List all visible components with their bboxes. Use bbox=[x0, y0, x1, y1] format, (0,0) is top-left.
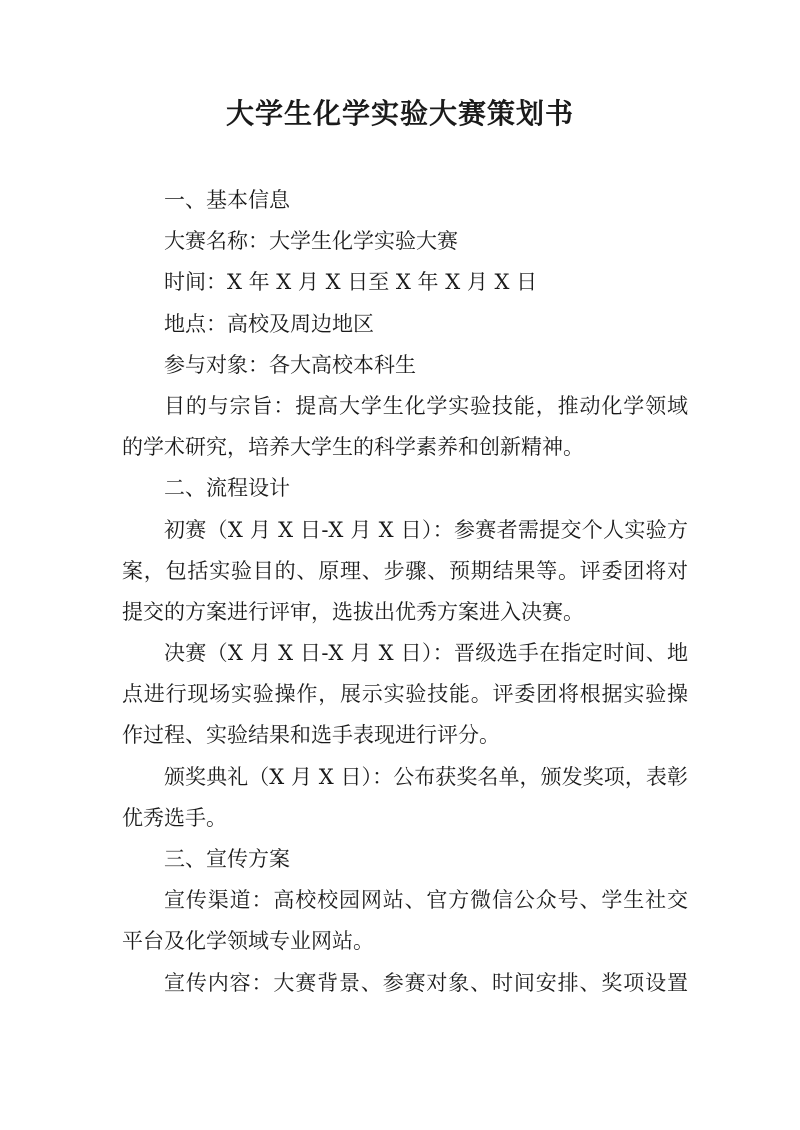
text-line: 的学术研究，培养大学生的科学素养和创新精神。 bbox=[122, 435, 584, 460]
text-line: 点进行现场实验操作，展示实验技能。评委团将根据实验操 bbox=[122, 682, 688, 707]
document-body bbox=[122, 180, 688, 1004]
text-line: 大赛名称：大学生化学实验大赛 bbox=[164, 229, 458, 254]
text-line: 提交的方案进行评审，选拔出优秀方案进入决赛。 bbox=[122, 599, 584, 624]
text-line: 宣传内容：大赛背景、参赛对象、时间安排、奖项设置 bbox=[164, 970, 688, 995]
text-line: 目的与宗旨：提高大学生化学实验技能，推动化学领域 bbox=[164, 393, 688, 418]
text-line: 初赛（X 月 X 日-X 月 X 日）：参赛者需提交个人实验方 bbox=[164, 517, 688, 542]
text-line: 三、宣传方案 bbox=[164, 847, 290, 871]
text-line: 二、流程设计 bbox=[164, 476, 290, 501]
text-line: 平台及化学领域专业网站。 bbox=[122, 929, 374, 954]
text-line: 时间：X 年 X 月 X 日至 X 年 X 月 X 日 bbox=[164, 270, 538, 295]
text-line: 作过程、实验结果和选手表现进行评分。 bbox=[122, 723, 500, 748]
text-line: 优秀选手。 bbox=[122, 805, 227, 830]
text-line: 地点：高校及周边地区 bbox=[164, 311, 374, 336]
text-line: 宣传渠道：高校校园网站、官方微信公众号、学生社交 bbox=[164, 888, 688, 913]
text-line: 颁奖典礼（X 月 X 日）：公布获奖名单，颁发奖项，表彰 bbox=[164, 764, 688, 789]
text-line: 决赛（X 月 X 日-X 月 X 日）：晋级选手在指定时间、地 bbox=[164, 641, 688, 666]
text-line: 参与对象：各大高校本科生 bbox=[164, 352, 416, 377]
document-title: 大学生化学实验大赛策划书 bbox=[225, 97, 574, 130]
text-line: 一、基本信息 bbox=[164, 188, 290, 212]
text-line: 案，包括实验目的、原理、步骤、预期结果等。评委团将对 bbox=[122, 558, 688, 583]
